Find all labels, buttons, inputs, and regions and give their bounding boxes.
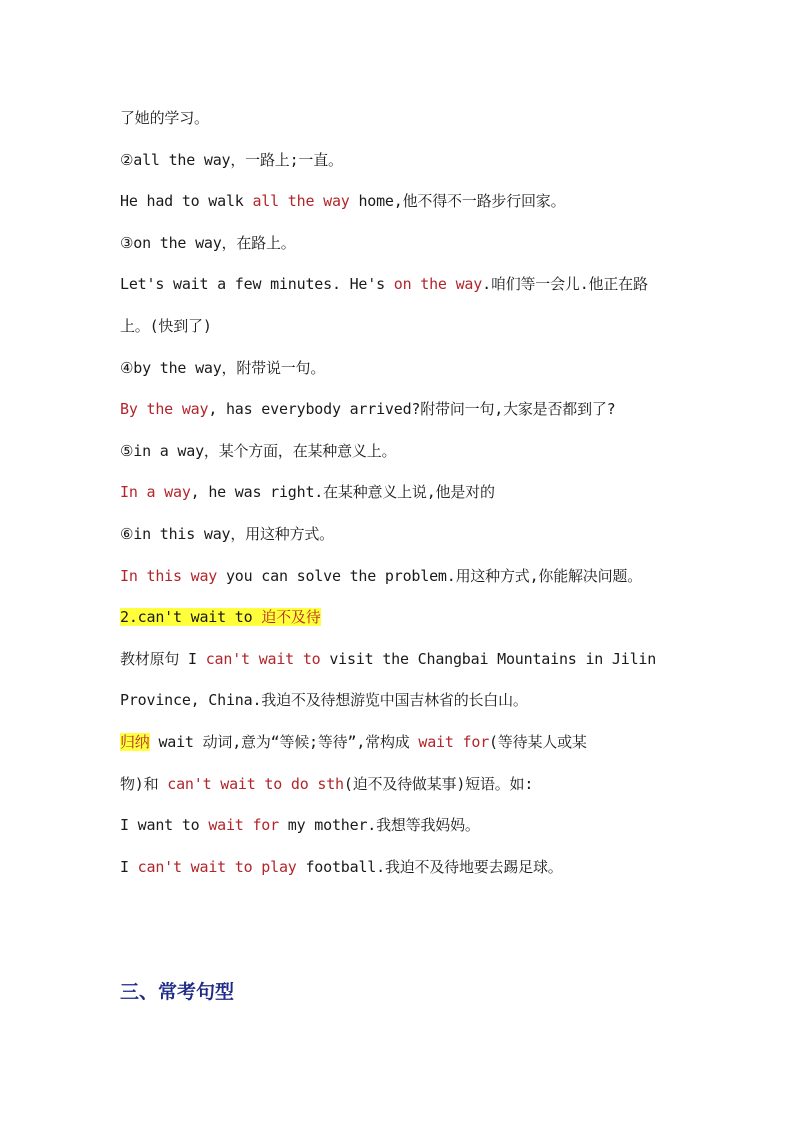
key-phrase: all the way: [252, 192, 350, 211]
text-segment: visit the Changbai Mountains in Jilin: [320, 649, 657, 668]
text-segment: Province, China.我迫不及待想游览中国吉林省的长白山。: [120, 691, 528, 710]
text-segment: , he was right.在某种意义上说,他是对的: [190, 483, 495, 502]
text-line: [120, 181, 690, 223]
text-line: [120, 514, 690, 556]
text-line: [120, 348, 690, 390]
text-line: [120, 98, 690, 140]
key-phrase: can't wait to: [205, 649, 321, 668]
key-phrase: In a way: [120, 483, 191, 502]
text-line: [120, 389, 690, 431]
text-segment: ④by the way，附带说一句。: [120, 358, 326, 377]
text-segment: 上。(快到了): [120, 316, 212, 335]
text-segment: 2.can't wait to: [120, 608, 262, 627]
text-line: [120, 597, 690, 639]
text-segment: ③on the way，在路上。: [120, 233, 296, 252]
text-line: [120, 639, 690, 681]
text-line: [120, 472, 690, 514]
text-segment: I: [120, 857, 138, 876]
text-segment: my mother.我想等我妈妈。: [278, 816, 480, 835]
key-phrase: on the way: [393, 275, 483, 294]
text-segment: you can solve the problem.用这种方式,你能解决问题。: [217, 566, 643, 585]
document-body: [120, 98, 690, 888]
text-segment: (等待某人或某: [489, 732, 587, 751]
section-heading: 三、常考句型: [120, 981, 235, 1003]
text-segment: (迫不及待做某事)短语。如:: [343, 774, 534, 793]
text-segment: wait 动词,意为“等候;等待”,常构成: [149, 732, 419, 751]
key-phrase: In this way: [120, 566, 218, 585]
key-phrase: can't wait to do sth: [167, 774, 344, 793]
key-phrase: 迫不及待: [261, 608, 321, 627]
text-segment: football.我迫不及待地要去踢足球。: [296, 857, 563, 876]
text-segment: He had to walk: [120, 192, 253, 211]
text-segment: ②all the way，一路上;一直。: [120, 150, 343, 169]
text-segment: ⑤in a way，某个方面，在某种意义上。: [120, 441, 397, 460]
text-line: [120, 805, 690, 847]
key-phrase: wait for: [418, 732, 490, 751]
text-segment: 物)和: [120, 774, 168, 793]
text-line: [120, 306, 690, 348]
key-phrase: 归纳: [120, 732, 150, 751]
text-line: [120, 264, 690, 306]
text-segment: home,他不得不一路步行回家。: [349, 192, 566, 211]
text-line: [120, 847, 690, 889]
text-segment: , has everybody arrived?附带问一句,大家是否都到了?: [208, 400, 616, 419]
text-line: [120, 431, 690, 473]
text-segment: I want to: [120, 816, 209, 835]
text-segment: .咱们等一会儿.他正在路: [482, 275, 648, 294]
text-line: [120, 722, 690, 764]
text-line: [120, 764, 690, 806]
text-segment: 了她的学习。: [120, 109, 209, 127]
text-line: [120, 223, 690, 265]
text-segment: Let's wait a few minutes. He's: [120, 275, 394, 294]
text-segment: 教材原句 I: [120, 649, 206, 668]
text-segment: ⑥in this way，用这种方式。: [120, 524, 334, 543]
key-phrase: can't wait to play: [137, 857, 297, 876]
key-phrase: By the way: [120, 400, 209, 419]
key-phrase: wait for: [208, 816, 279, 835]
text-line: [120, 556, 690, 598]
text-line: [120, 140, 690, 182]
text-line: [120, 680, 690, 722]
